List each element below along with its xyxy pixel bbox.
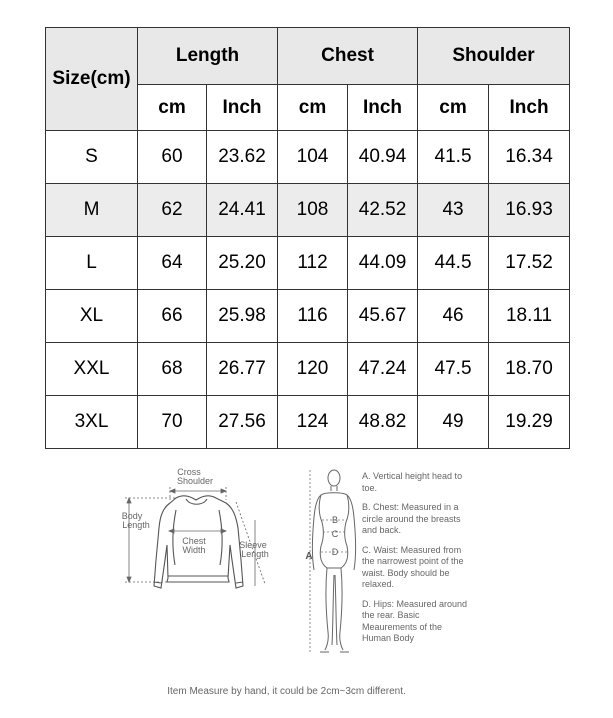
table-cell: 43 [418, 184, 489, 237]
figure-label-a: A [305, 551, 313, 562]
size-chart-table [45, 27, 570, 449]
table-cell: 23.62 [207, 131, 278, 184]
chest-width-label: Chest [182, 536, 206, 546]
table-cell: 26.77 [207, 343, 278, 396]
footer-note: Item Measure by hand, it could be 2cm~3cm different. [167, 686, 406, 697]
note-a: A. Vertical height head to toe. [362, 471, 463, 493]
figure-label-b: B [331, 515, 339, 525]
table-cell: 27.56 [207, 396, 278, 449]
unit-header: Inch [348, 85, 418, 131]
sleeve-length-label: Sleeve [239, 540, 267, 550]
table-cell: 120 [278, 343, 348, 396]
figure-measure-lines [310, 470, 347, 652]
table-cell: 104 [278, 131, 348, 184]
table-cell: 44.5 [418, 237, 489, 290]
unit-header: Inch [489, 85, 570, 131]
table-row [46, 131, 570, 184]
table-cell: 17.52 [489, 237, 570, 290]
table-cell: 112 [278, 237, 348, 290]
table-row [46, 343, 570, 396]
table-cell: 16.34 [489, 131, 570, 184]
table-cell: 108 [278, 184, 348, 237]
cross-shoulder-dimension [170, 487, 226, 500]
table-cell: 40.94 [348, 131, 418, 184]
unit-header: cm [138, 85, 207, 131]
size-header: Size(cm) [46, 28, 138, 131]
sleeve-length-label: Length [241, 549, 269, 559]
table-cell: 68 [138, 343, 207, 396]
table-cell: 3XL [46, 396, 138, 449]
measurement-notes [362, 471, 472, 653]
table-cell: 44.09 [348, 237, 418, 290]
table-cell: 64 [138, 237, 207, 290]
table-cell: 62 [138, 184, 207, 237]
table-cell: XL [46, 290, 138, 343]
body-length-label: Body [121, 511, 143, 521]
table-cell: 25.20 [207, 237, 278, 290]
table-cell: 66 [138, 290, 207, 343]
chest-width-label: Width [182, 545, 206, 555]
table-cell: M [46, 184, 138, 237]
table-cell: 24.41 [207, 184, 278, 237]
figure-label-c: C [331, 529, 339, 539]
table-cell: 46 [418, 290, 489, 343]
note-c: C. Waist: Measured from the narrowest point of the waist. Body should be relaxed. [362, 544, 464, 589]
table-cell: 42.52 [348, 184, 418, 237]
body-length-label: Length [122, 520, 150, 530]
length-header: Length [138, 28, 278, 85]
chest-header: Chest [278, 28, 418, 85]
table-cell: 45.67 [348, 290, 418, 343]
table-cell: 47.5 [418, 343, 489, 396]
table-cell: 19.29 [489, 396, 570, 449]
shoulder-header: Shoulder [418, 28, 570, 85]
table-cell: 70 [138, 396, 207, 449]
table-cell: 18.70 [489, 343, 570, 396]
table-cell: 116 [278, 290, 348, 343]
table-cell: 41.5 [418, 131, 489, 184]
table-cell: L [46, 237, 138, 290]
unit-header: Inch [207, 85, 278, 131]
table-cell: 25.98 [207, 290, 278, 343]
table-cell: 48.82 [348, 396, 418, 449]
table-cell: XXL [46, 343, 138, 396]
table-row [46, 290, 570, 343]
figure-label-d: D [331, 547, 339, 557]
table-cell: 49 [418, 396, 489, 449]
table-cell: 60 [138, 131, 207, 184]
table-cell: 124 [278, 396, 348, 449]
chest-width-dimension [169, 529, 226, 533]
cross-shoulder-label: Shoulder [176, 476, 214, 486]
table-row [46, 237, 570, 290]
unit-header: cm [278, 85, 348, 131]
table-cell: 16.93 [489, 184, 570, 237]
human-figure-illustration [312, 470, 355, 652]
table-cell: 47.24 [348, 343, 418, 396]
cross-shoulder-label: Cross [177, 467, 201, 477]
unit-header: cm [418, 85, 489, 131]
table-cell: 18.11 [489, 290, 570, 343]
note-b: B. Chest: Measured in a circle around the breasts and back. [362, 502, 461, 535]
table-cell: S [46, 131, 138, 184]
table-row [46, 184, 570, 237]
table-row [46, 396, 570, 449]
measurement-diagram [0, 455, 613, 718]
note-d: D. Hips: Measured around the rear. Basic Meaurements of the Human Body [362, 598, 468, 643]
